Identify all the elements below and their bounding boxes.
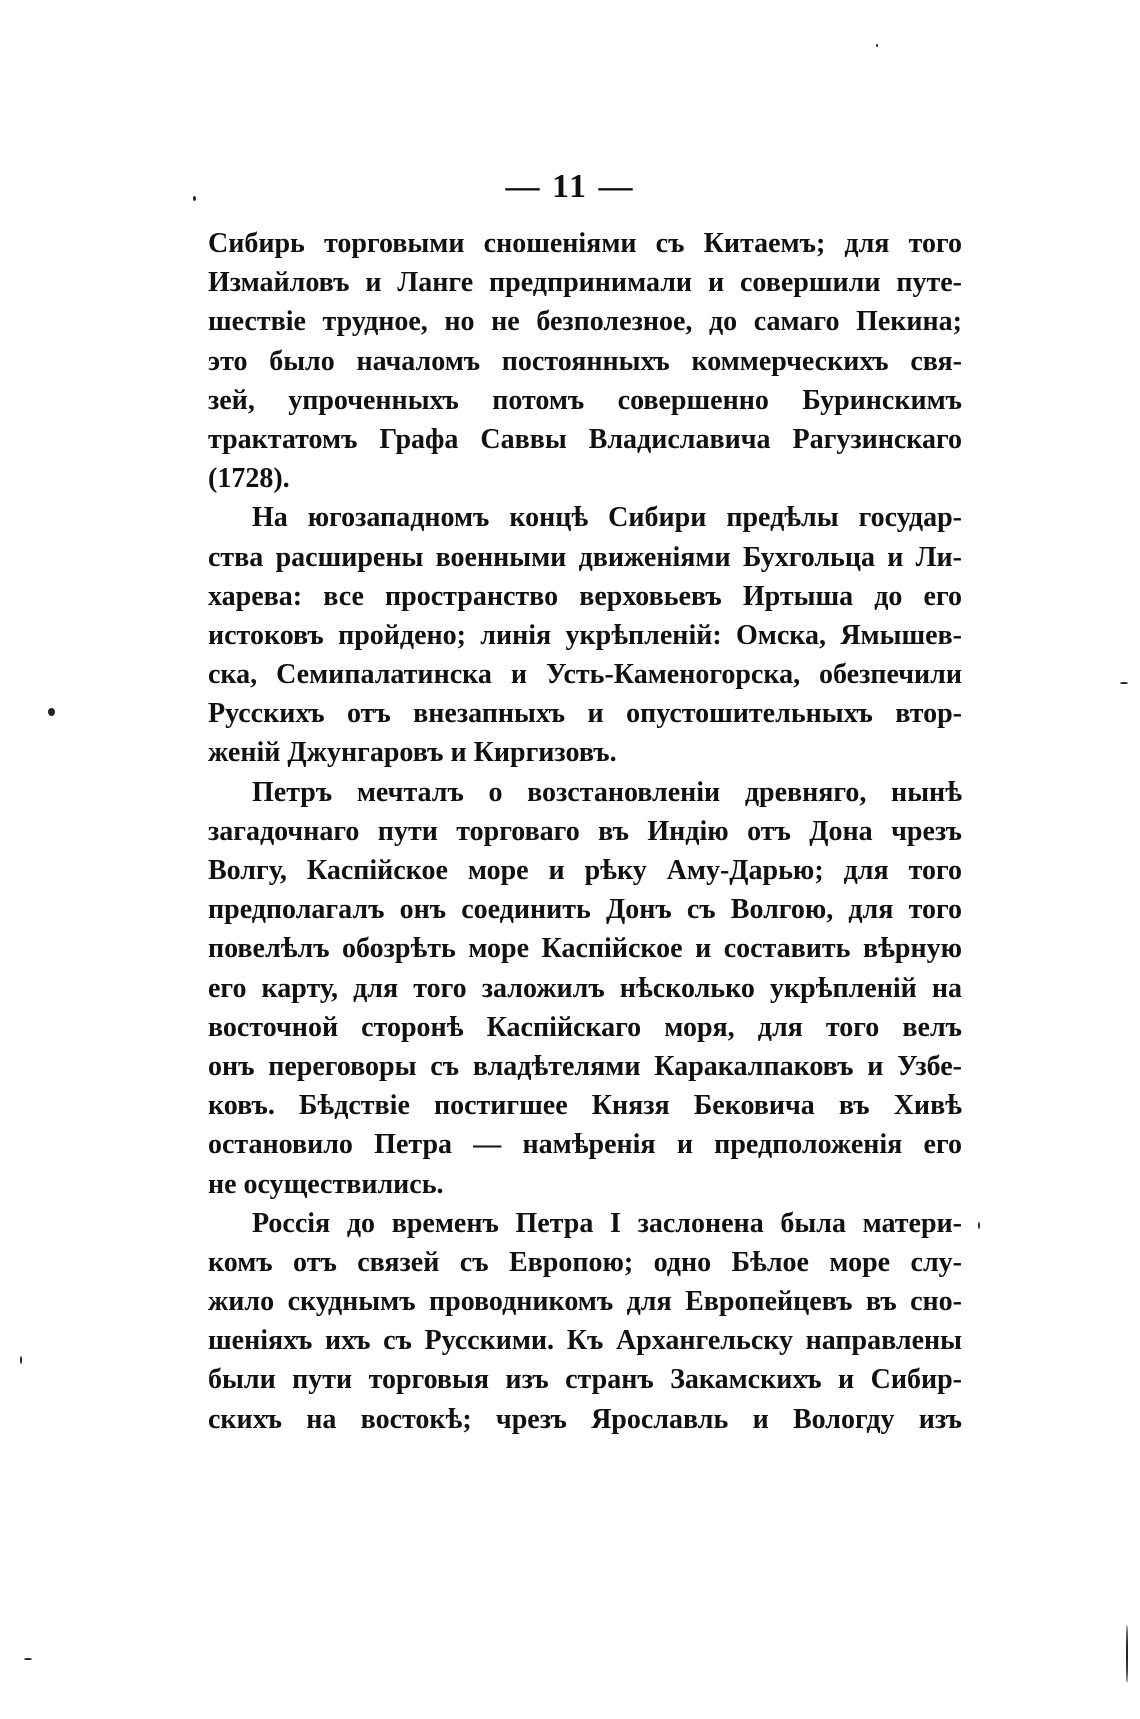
text-line: шеніяхъ ихъ съ Русскими. Къ Архангельску направлены (208, 1325, 962, 1357)
text-line: были пути торговыя изъ странъ Закамскихъ и Сибир- (208, 1364, 962, 1396)
text-line: На югозападномъ концѣ Сибири предѣлы государ- (252, 502, 962, 534)
scan-speck (978, 1222, 980, 1229)
text-line: Волгу, Каспійское море и рѣку Аму-Дарью; для того (208, 855, 962, 886)
text-line: восточной сторонѣ Каспійскаго моря, для того велъ (208, 1011, 962, 1043)
scan-speck (48, 708, 55, 716)
text-line: онъ переговоры съ владѣтелями Каракалпаковъ и Узбе- (208, 1050, 962, 1082)
scan-speck (876, 44, 878, 47)
text-line: шествіе трудное, но не безполезное, до самаго Пекина; (208, 306, 962, 338)
scan-speck (1126, 1625, 1128, 1683)
text-line: ства расширены военными движеніями Бухгольца и Ли- (208, 541, 962, 573)
scan-speck (20, 1356, 22, 1364)
body-text (208, 224, 962, 1439)
text-line: Сибирь торговыми сношеніями съ Китаемъ; для того (208, 228, 962, 259)
text-line: женій Джунгаровъ и Киргизовъ. (208, 737, 617, 769)
paragraph-4 (208, 1204, 962, 1439)
text-line: Русскихъ отъ внезапныхъ и опустошительныхъ втор- (208, 698, 962, 730)
text-line: предполагалъ онъ соединить Донъ съ Волгою, для того (208, 894, 962, 926)
text-line: зей, упроченныхъ потомъ совершенно Буринскимъ (208, 384, 962, 416)
text-line: (1728). (208, 463, 290, 495)
text-line: жило скуднымъ проводникомъ для Европейцевъ въ сно- (208, 1286, 962, 1318)
text-line: харева: все пространство верховьевъ Иртыша до его (208, 580, 962, 612)
scan-speck (193, 196, 196, 201)
text-line: Измайловъ и Ланге предпринимали и совершили путе- (208, 267, 962, 299)
text-line: комъ отъ связей съ Европою; одно Бѣлое море слу- (208, 1246, 962, 1278)
text-line: Петръ мечталъ о возстановленіи древняго, нынѣ (252, 776, 962, 808)
text-line: скихъ на востокѣ; чрезъ Ярославль и Вологду изъ (208, 1403, 962, 1435)
text-line: загадочнаго пути торговаго въ Индію отъ Дона чрезъ (208, 815, 962, 847)
paragraph-3 (208, 773, 962, 1204)
text-line: его карту, для того заложилъ нѣсколько укрѣпленій на (208, 972, 962, 1004)
text-line: не осуществились. (208, 1168, 444, 1200)
page-number: — 11 — (505, 168, 635, 205)
text-line: ска, Семипалатинска и Усть-Каменогорска, обезпечили (208, 659, 962, 691)
text-line: остановило Петра — намѣренія и предположенія его (208, 1129, 962, 1161)
scan-speck (1120, 682, 1128, 684)
text-line: ковъ. Бѣдствіе постигшее Князя Бековича въ Хивѣ (208, 1090, 962, 1122)
text-line: Россія до временъ Петра I заслонена была матери- (252, 1207, 962, 1239)
paragraph-2 (208, 498, 962, 772)
text-line: это было началомъ постоянныхъ коммерческихъ свя- (208, 345, 962, 377)
text-line: повелѣлъ обозрѣть море Каспійское и составить вѣрную (208, 933, 962, 965)
scan-speck (24, 1658, 32, 1660)
text-line: истоковъ пройдено; линія укрѣпленій: Омска, Ямышев- (208, 619, 962, 651)
paragraph-1 (208, 224, 962, 498)
text-line: трактатомъ Графа Саввы Владиславича Рагузинскаго (208, 423, 962, 455)
